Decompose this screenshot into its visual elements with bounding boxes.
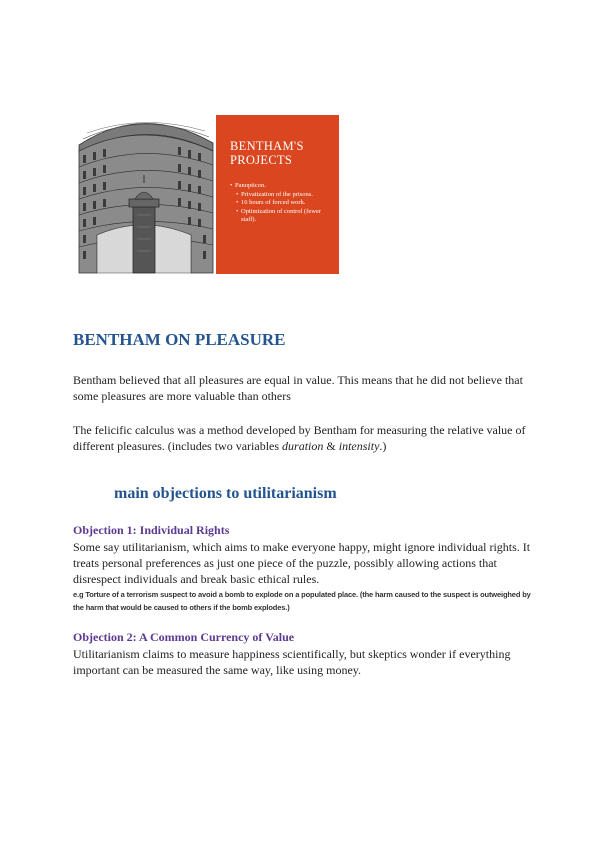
objection-1-body: Some say utilitarianism, which aims to make everyone happy, might ignore individual rights. It treats personal preferences as just one piece of the puzzle, possibly allowing actions that disrespect individuals and break basic ethical rules. — [73, 540, 531, 586]
objection-1-title: Objection 1: Individual Rights — [73, 523, 230, 537]
project-item-privatization: • Privatization of the prisons. — [230, 191, 335, 200]
project-item-forced-work: • 16 hours of forced work. — [230, 199, 335, 208]
heading-bentham-on-pleasure: BENTHAM ON PLEASURE — [73, 330, 286, 349]
projects-panel — [216, 115, 339, 274]
felicific-and: & — [323, 439, 339, 453]
objection-2-body: Utilitarianism claims to measure happiness scientifically, but skeptics wonder if everything important can be measured the same way, like using money. — [73, 647, 511, 677]
heading-main-objections: main objections to utilitarianism — [114, 485, 337, 502]
project-item-panopticon: • Panopticon. — [230, 182, 335, 191]
paragraph-pleasures-equal: Bentham believed that all pleasures are equal in value. This means that he did not believe that some pleasures are more valuable than others — [73, 373, 523, 403]
projects-title: BENTHAM'S PROJECTS — [230, 139, 304, 167]
felicific-text: The felicific calculus was a method developed by Bentham for measuring the relative value of different pleasures. (includes two variables — [73, 423, 526, 453]
panopticon-illustration — [73, 115, 216, 274]
objection-2-title: Objection 2: A Common Currency of Value — [73, 630, 295, 644]
term-intensity: intensity — [338, 439, 380, 453]
projects-list — [230, 182, 335, 225]
project-item-optimization: • Optimization of control (fewer staff). — [230, 208, 335, 225]
benthams-projects-figure — [73, 115, 339, 274]
paragraph-felicific-calculus — [73, 422, 533, 454]
felicific-end: .) — [379, 439, 387, 453]
term-duration: duration — [282, 439, 324, 453]
objection-1-example: e.g Torture of a terrorism suspect to avoid a bomb to explode on a populated place. (the harm caused to the suspect is outweighed by the harm that would be caused to others if the bomb explodes.) — [73, 590, 531, 612]
panopticon-drawing — [73, 115, 216, 274]
